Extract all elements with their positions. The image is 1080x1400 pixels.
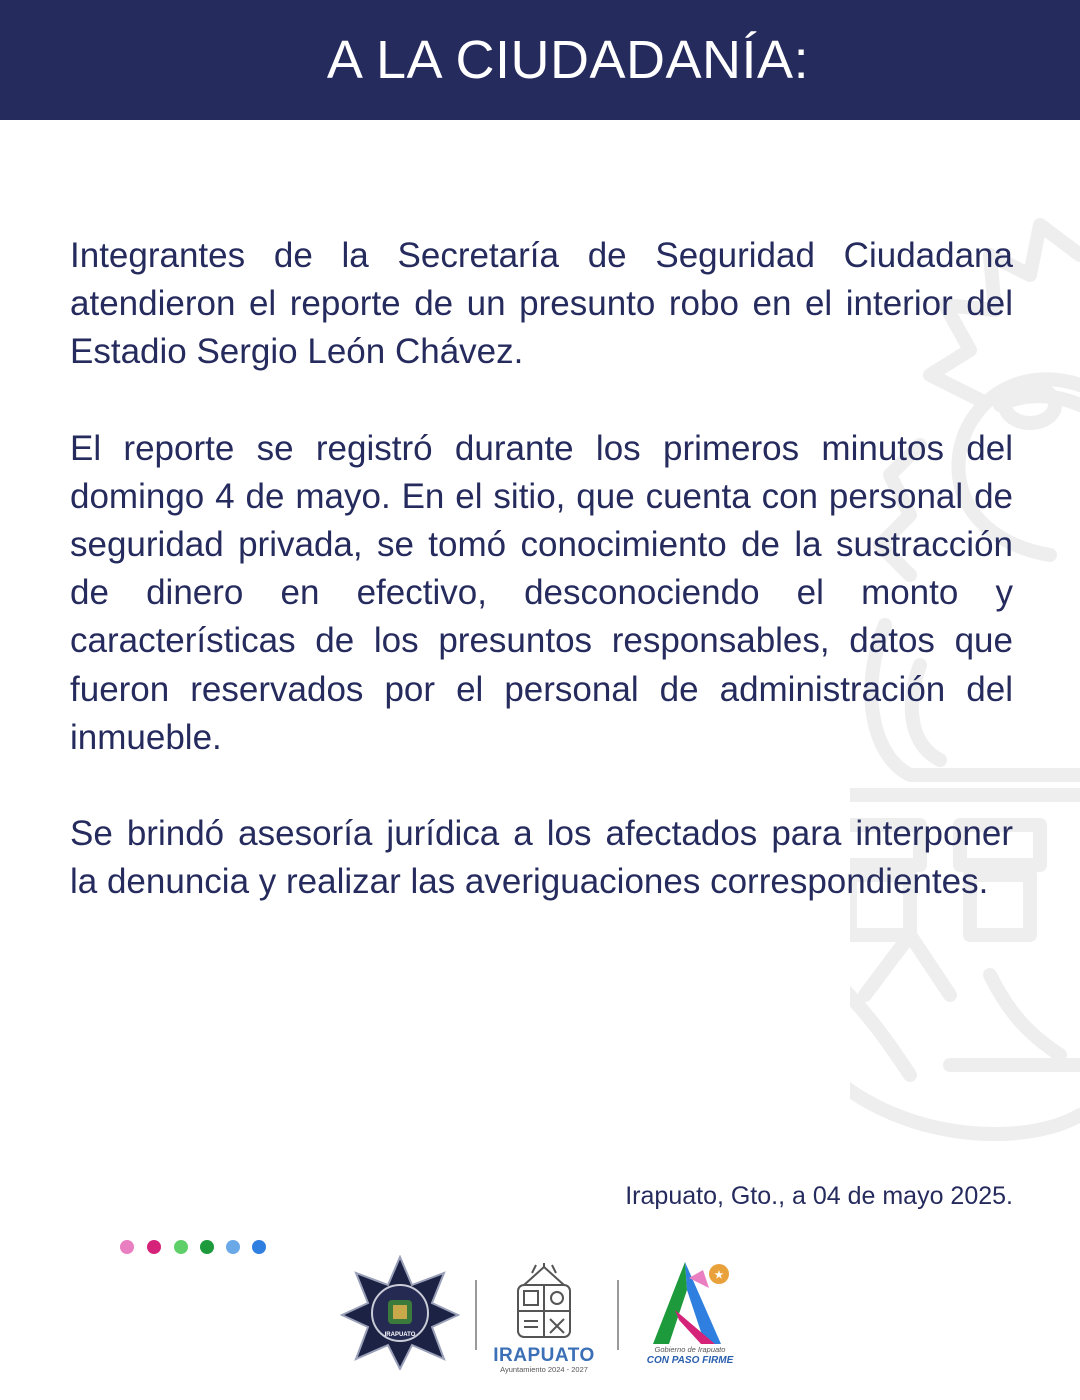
header-banner — [0, 0, 1080, 120]
paragraph-3: Se brindó asesoría jurídica a los afectados para interponer la denuncia y realizar las averiguaciones correspondientes. — [70, 814, 1013, 902]
dot-green — [200, 1240, 214, 1254]
svg-text:★: ★ — [714, 1270, 724, 1281]
dot-pink-light — [120, 1240, 134, 1254]
paragraph-2: El reporte se registró durante los primeros minutos del domingo 4 de mayo. En el sitio, que cuenta con personal de seguridad privada, se tomó conocimiento de la sustracción de dinero en efectivo, desconociendo el monto y características de los presuntos responsables, datos que fueron reservados por el personal de administración del inmueble. — [70, 428, 1013, 757]
logo-divider-1 — [475, 1280, 477, 1350]
city-logo-subtitle: Ayuntamiento 2024 - 2027 — [500, 1365, 588, 1374]
dot-green-light — [174, 1240, 188, 1254]
city-logo-name: IRAPUATO — [493, 1345, 595, 1366]
logo-divider-2 — [617, 1280, 619, 1350]
page-title: A LA CIUDADANÍA: — [326, 30, 810, 90]
statement-body — [70, 232, 1013, 954]
dot-blue-light — [226, 1240, 240, 1254]
dot-pink — [147, 1240, 161, 1254]
irapuato-coat-of-arms-icon — [512, 1263, 576, 1345]
gobierno-irapuato-logo-icon — [645, 1260, 740, 1345]
slogan-text: CON PASO FIRME — [646, 1355, 734, 1366]
dot-blue — [252, 1240, 266, 1254]
police-badge-logo-icon — [340, 1255, 460, 1370]
gobierno-line: Gobierno de Irapuato — [654, 1345, 726, 1354]
place-date: Irapuato, Gto., a 04 de mayo 2025. — [625, 1182, 1013, 1210]
svg-text:IRAPUATO: IRAPUATO — [384, 1332, 416, 1338]
paragraph-1: Integrantes de la Secretaría de Seguridad Ciudadana atendieron el reporte de un presunto robo en el interior del Estadio Sergio León Chávez. — [70, 236, 1013, 372]
footer-logos — [340, 1255, 750, 1375]
